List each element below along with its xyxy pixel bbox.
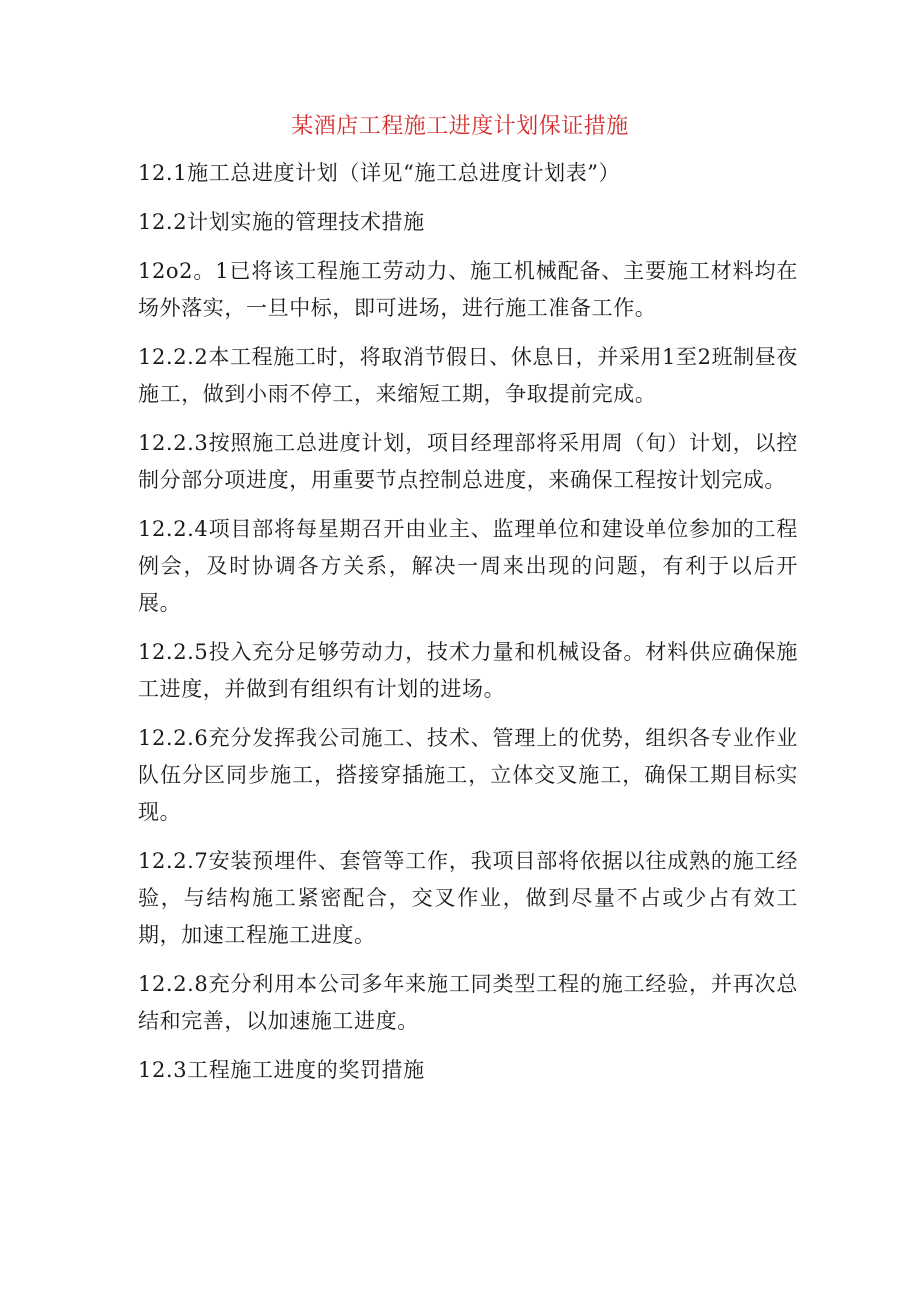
paragraph-12-2-5: 12.2.5投入充分足够劳动力，技术力量和机械设备。材料供应确保施工进度，并做到有组织有计划的进场。: [138, 640, 798, 701]
paragraph-12-1: 12.1施工总进度计划（详见“施工总进度计划表”）: [138, 161, 621, 185]
paragraph-12-2-1: 12o2。1已将该工程施工劳动力、施工机械配备、主要施工材料均在场外落实，一旦中标，即可进场，进行施工准备工作。: [138, 259, 798, 320]
paragraph-12-2-6: 12.2.6充分发挥我公司施工、技术、管理上的优势，组织各专业作业队伍分区同步施工，搭接穿插施工，立体交叉施工，确保工期目标实现。: [138, 726, 798, 824]
document-title: 某酒店工程施工进度计划保证措施: [291, 114, 629, 139]
paragraph-12-2: 12.2计划实施的管理技术措施: [138, 210, 425, 234]
document-body: [138, 155, 798, 1101]
paragraph-12-2-4: 12.2.4项目部将每星期召开由业主、监理单位和建设单位参加的工程例会，及时协调各方关系，解决一周来出现的问题，有利于以后开展。: [138, 517, 798, 615]
paragraph-12-2-7: 12.2.7安装预埋件、套管等工作，我项目部将依据以往成熟的施工经验，与结构施工紧密配合，交叉作业，做到尽量不占或少占有效工期，加速工程施工进度。: [138, 849, 798, 947]
paragraph-12-2-2: 12.2.2本工程施工时，将取消节假日、休息日，并采用1至2班制昼夜施工，做到小雨不停工，来缩短工期，争取提前完成。: [138, 345, 798, 406]
paragraph-12-2-3: 12.2.3按照施工总进度计划，项目经理部将采用周（旬）计划，以控制分部分项进度，用重要节点控制总进度，来确保工程按计划完成。: [138, 431, 798, 492]
paragraph-12-3: 12.3工程施工进度的奖罚措施: [138, 1058, 425, 1082]
paragraph-12-2-8: 12.2.8充分利用本公司多年来施工同类型工程的施工经验，并再次总结和完善，以加速施工进度。: [138, 972, 798, 1033]
